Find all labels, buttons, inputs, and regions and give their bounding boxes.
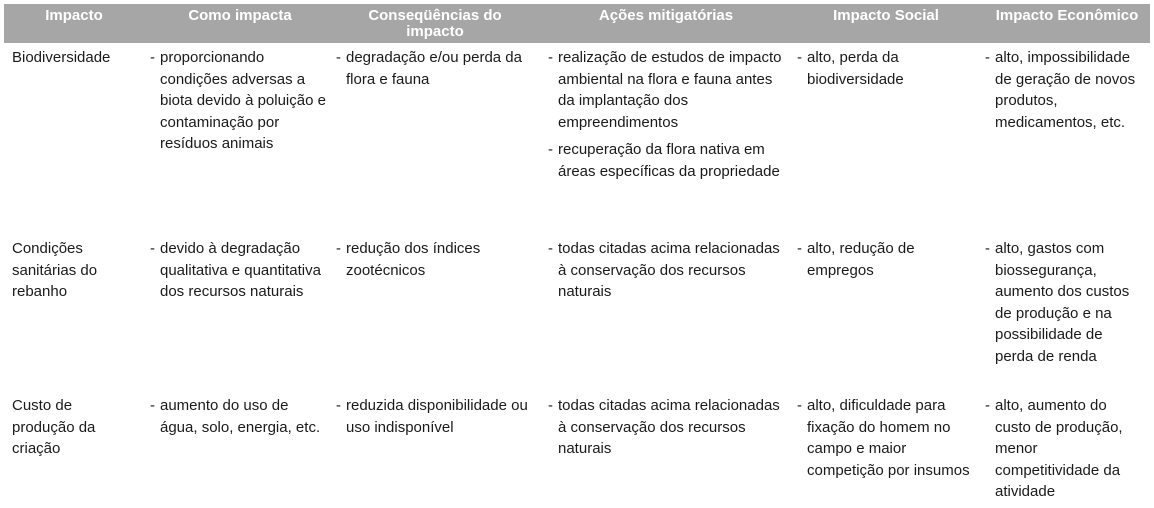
cell-acoes bbox=[548, 47, 784, 182]
cell-social bbox=[797, 238, 977, 281]
header-impacto-social: Impacto Social bbox=[833, 7, 939, 24]
header-consequencias: Conseqüências do impacto bbox=[368, 7, 502, 40]
list-item: - alto, aumento do custo de produção, menor competitividade da atividade bbox=[985, 395, 1145, 503]
cell-consequencias bbox=[336, 238, 536, 281]
list-item: - todas citadas acima relacionadas à conservação dos recursos naturais bbox=[548, 238, 784, 303]
list-item: - redução dos índices zootécnicos bbox=[336, 238, 536, 281]
list-item: - alto, impossibilidade de geração de novos produtos, medicamentos, etc. bbox=[985, 47, 1145, 133]
row-label: Condições sanitárias do rebanho bbox=[12, 240, 98, 300]
cell-acoes bbox=[548, 395, 784, 460]
header-como-impacta: Como impacta bbox=[188, 7, 292, 24]
cell-consequencias bbox=[336, 395, 536, 438]
list-item: - realização de estudos de impacto ambiental na flora e fauna antes da implantação dos empreendimentos bbox=[548, 47, 784, 133]
table-header bbox=[4, 4, 1150, 43]
header-impacto-economico: Impacto Econômico bbox=[995, 7, 1139, 24]
cell-como bbox=[150, 47, 330, 155]
cell-impacto bbox=[12, 395, 130, 460]
cell-impacto bbox=[12, 47, 130, 69]
row-label: Custo de produção da criação bbox=[12, 397, 96, 457]
header-acoes: Ações mitigatórias bbox=[598, 7, 734, 24]
list-item: - todas citadas acima relacionadas à conservação dos recursos naturais bbox=[548, 395, 784, 460]
cell-consequencias bbox=[336, 47, 536, 90]
list-item: - reduzida disponibilidade ou uso indisponível bbox=[336, 395, 536, 438]
cell-social bbox=[797, 395, 977, 481]
cell-como bbox=[150, 238, 330, 303]
list-item: - alto, dificuldade para fixação do homem no campo e maior competição por insumos bbox=[797, 395, 977, 481]
list-item: - aumento do uso de água, solo, energia, etc. bbox=[150, 395, 330, 438]
list-item: - alto, redução de empregos bbox=[797, 238, 977, 281]
list-item: - alto, perda da biodiversidade bbox=[797, 47, 977, 90]
list-item: - alto, gastos com biossegurança, aumento dos custos de produção e na possibilidade de perda de renda bbox=[985, 238, 1145, 367]
cell-economico bbox=[985, 47, 1145, 133]
cell-economico bbox=[985, 238, 1145, 367]
cell-como bbox=[150, 395, 330, 438]
row-label: Biodiversidade bbox=[12, 49, 111, 66]
cell-acoes bbox=[548, 238, 784, 303]
cell-social bbox=[797, 47, 977, 90]
list-item: - recuperação da flora nativa em áreas específicas da propriedade bbox=[548, 139, 784, 182]
header-impacto: Impacto bbox=[45, 7, 103, 24]
list-item: - proporcionando condições adversas a biota devido à poluição e contaminação por resíduos animais bbox=[150, 47, 330, 155]
list-item: - devido à degradação qualitativa e quantitativa dos recursos naturais bbox=[150, 238, 330, 303]
cell-economico bbox=[985, 395, 1145, 503]
cell-impacto bbox=[12, 238, 130, 303]
list-item: - degradação e/ou perda da flora e fauna bbox=[336, 47, 536, 90]
